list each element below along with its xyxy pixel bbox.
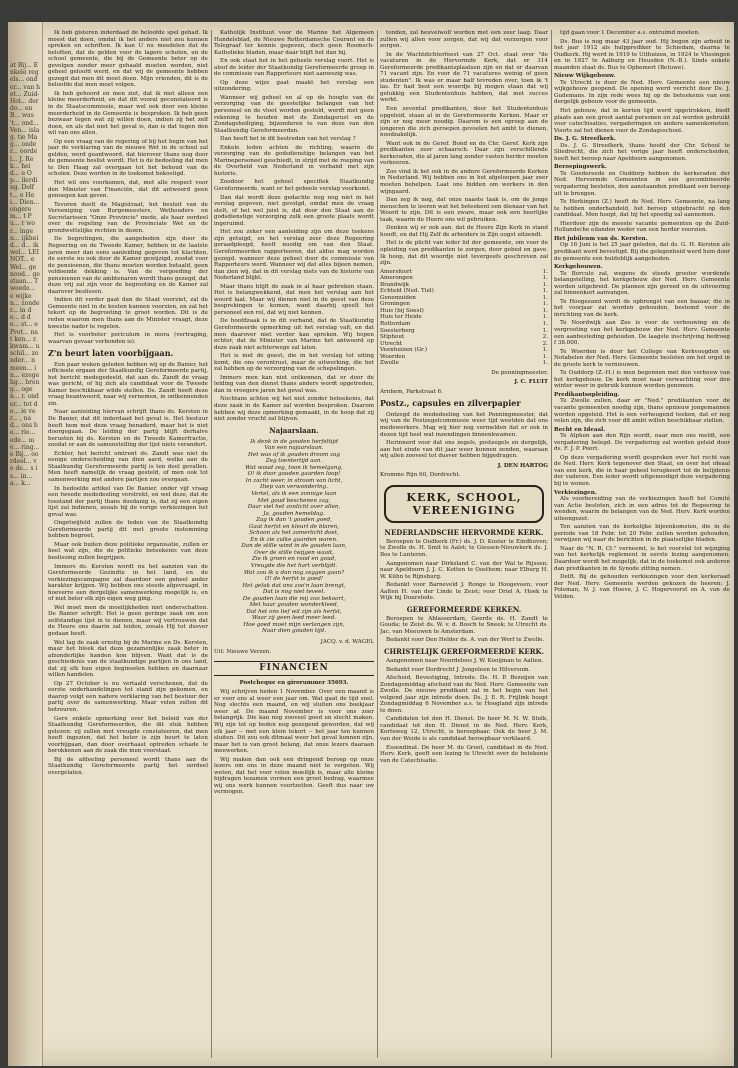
paragraph: Op deze vergadering wordt gesproken over het recht van de Ned. Herv. Kerk tegenover den Staat, en over het ideaal van een kerk, die in haar geheel terugkeert tot de belijdenis der vaderen. Een ieder wordt uitgenoodigd deze vergadering bij te wonen. bbox=[554, 454, 730, 487]
news-item-heading: Beroepingswerk. bbox=[554, 164, 607, 171]
news-item-heading: Het jubileum van ds. Kersten. bbox=[554, 235, 648, 242]
signature-name: J. DEN HARTOG bbox=[497, 462, 548, 469]
poem-line: Wat zou ik u dan nog zeggen gaan? bbox=[243, 569, 345, 576]
paragraph: Wanneer wij geheel en al op de hoogte van de verzorging van de geestelijke belangen van het personeel en de vloot worden gesteld, wordt met geen rekening te houden met de Zondagsrust en de Zondagsheiliging, bijzonderen te van deze van den Staatkundig Gereformeerden. bbox=[214, 94, 374, 134]
paragraph: tonden, zal heuvelwolf worden met een zeer laag. Daar zullen wij allen voor zorgen, dat wij dat verzorgen voor zorgen. bbox=[380, 30, 548, 50]
paragraph: Wij schrijven heden 1 November. Over een maand is er voor ons al weer een jaar om. Wat gaat de tijd snel. Nog slechts een maand, en wij sluiten ons boekjaar weer af. De maand November is voor ons zeer belangrijk. Die kan nog zooveel goed en slecht maken. Wij zijn tot op heden nog gezegend geworden, dat wij elk jaar -- met een klein tekort -- het jaar ten kunnen sluiten. Dit zou ook ditmaal weer het geval kunnen zijn, maar het is van groot belang, dat onze lezers daaraan meewerken. bbox=[214, 689, 374, 755]
paragraph: Bedankt voor Barneveld J. Ronge te Hoogeveen; voor Aalten H. van der Linde te Zeist; voor Driel A. Hoek te Wijk bij Duurstede. bbox=[380, 582, 548, 602]
poem-line: De gouden laan die mij zoo bekoort, bbox=[242, 595, 346, 602]
paragraph: Het is voorbeter periculum in mora (vertraging, waarvan gevaar verbonden is). bbox=[48, 332, 208, 345]
folded-left-margin bbox=[8, 22, 43, 1066]
poem-line: Het was of ik gouden droom zag bbox=[248, 451, 340, 458]
paragraph: Op 16 Juni is het 25 jaar geleden, dat ds. G. H. Kersten als predikant werd bevestigd. Bij die gelegenheid werd hem door de gemeente een huldeblijk aangeboden. bbox=[554, 242, 730, 262]
poem-line: Over de stille twijgen waait, bbox=[254, 549, 334, 556]
column-2 bbox=[214, 30, 374, 1060]
paragraph: Beroepen te Oudkerk (Fr.) ds. J. D. Koster te Eindhoven; te Zwolle ds. H. Smit te Aalst; te Giessen-Nieuwkerk ds. J. Bos te Lunteren. bbox=[380, 538, 548, 558]
section-header-kerk-school-vereeniging: KERK, SCHOOL, VEREENIGING bbox=[384, 485, 544, 523]
paragraph: Immers men kan niet ontkennen, dat er door de leiding van den dienst thans anders wordt opgetreden, dan in vroegere jaren het geval was. bbox=[214, 374, 374, 394]
paragraph: En ook staat het in het geheele verslag voort. Het is alsof de leider der Staatkundig Gereformeerde groep in de commissie van Rapporteurs niet aanwezig was. bbox=[214, 58, 374, 78]
list-item: Stiphout 2. bbox=[380, 334, 548, 341]
column-rule bbox=[551, 30, 552, 1058]
paragraph: Essendinat. De heer M. de Groot, candidaat in de Ned. Herv. Kerk, geeft een lezing te Utrecht over de betekenis van de Catechisatie. bbox=[380, 744, 548, 764]
paragraph: Gere enkele opmerking over het beleid van der Staatkundig Gereformeerden, die dit stuk hebben gelezen: zij zullen met vreugde constateeren, dat men heeft ingezien, dat het beter is zijn beurt te laten voorbijgaan, dan door overhaast optreden schade te berokkenen aan de zaak die men voorstaat. bbox=[48, 715, 208, 755]
paragraph: Ten aanzien van de kerkelijke bijeenkomsten, die in de periode van 18 Febr. tot 20 Febr. zullen worden gehouden, verwijzen wij naar de berichten in de plaatselijke bladen. bbox=[554, 524, 730, 544]
poem-source: Uit: Nieuwe Verzen. bbox=[214, 648, 272, 655]
article-headline: Z'n beurt laten voorbijgaan. bbox=[48, 348, 174, 359]
poem-line: Dan de stille wind in de gouden laan, bbox=[241, 543, 347, 550]
paragraph: Aangenomen naar Noordeloos J. W. Kooijman te Aalten. bbox=[386, 657, 544, 664]
poem-line: O! de herfst is goed! bbox=[264, 576, 324, 583]
paragraph: Naar aanleiding hiervan schrijft thans ds. Kersten in De Banier, dat dit inderdaad het geval is. Het bestuur heeft hem met deze vraag benaderd, maar het is niet doorgegaan. De leiding der partij blijft derhalve berusten bij ds. Kersten en de Tweede Kamerfractie, zoodat er aan de samenstelling der lijst niets verandert. bbox=[48, 409, 208, 449]
poem-line: Diep van verwondering. bbox=[259, 484, 329, 491]
paragraph: Een zevental predikanten, door het Studentenhuis opgeleid, staan al in de Gereformeerde Kerken. Maar er zijn er nog meer noodig. Daarom is een oproep aan de jongeren die zich geroepen gevoelen het ambt te dienen, noodzakelijk. bbox=[380, 106, 548, 139]
poem-line: Zie ik groen en rood en goud, bbox=[251, 556, 337, 563]
paragraph: Zoo vind ik het ook in de andere Gereformeerde Kerken in Nederland. Wij hebben ons in het afgeloopen jaar zeer moeten behelpen. Laat ons bidden om werkers in den wijngaard. bbox=[380, 168, 548, 195]
paragraph: Te Noordwijk aan Zee is voor de verbouwing en de vergrooting van het kerkgebouw der Ned. Herv. Gemeente een aanbesteding gehouden. De laagste inschrijving bedroeg f 38.000. bbox=[554, 320, 730, 347]
poem-line: In zacht weer, in stroom van licht, bbox=[245, 477, 343, 484]
paragraph: Ds. J. G. Streefkerk, thans hoofd der Chr. School te Sliedrecht, die zich het vorige jaar heeft onderscheiden, heeft het beroep naar Apeldoorn aangenomen. bbox=[554, 142, 730, 162]
paragraph: Wel moet men de moeilijkheden niet onderschatten. De Banier schrijft: Het is geen geringe zaak om een zelfstandige lijst in te dienen, maar wij vertrouwen dat de Heere ons daarin zal leiden, zooals Hij tot dusver gedaan heeft. bbox=[48, 604, 208, 637]
signature-role: De penningmeester, bbox=[491, 369, 548, 376]
column-3 bbox=[380, 30, 548, 1060]
list-item: Veenhuizen (Gr.) 1. bbox=[380, 347, 548, 354]
paragraph: Echter, het bericht omtrent ds. Zandt was niet de eenige onderscheiding van dien aard, welke aan de Staatkundig Gereformeerde partij is ten deel gevallen. Men heeft namelijk de vraag gesteld, of men ook tot samenwerking met andere partijen zou overgaan. bbox=[48, 450, 208, 483]
subsection-heading: CHRISTELIJK GEREFORMEERDE KERK. bbox=[383, 646, 545, 656]
paragraph: Te Borculo zal, wegens de steeds grooter wordende belangstelling, het kerkgebouw der Ned. Herv. Gemeente worden uitgebreid. De plannen zijn gereed en de uitvoering zal binnenkort aanvangen. bbox=[554, 270, 730, 297]
poem-line: Het geluk dat ons zoo'n laan brengt, bbox=[242, 582, 346, 589]
list-item: Huis ter Heide 1. bbox=[380, 314, 548, 321]
news-item-heading: Kerkgebouwen. bbox=[554, 264, 603, 271]
paragraph: Dan dat wordt deze gedachte nog nog niet in het verslag gegeven, niet gevolgd, omdat men de vraag stelt, of het wel juist is, dat door den Staat aan de godsdienstige verzorging zulk een groote plaats wordt ingeruimd. bbox=[214, 194, 374, 227]
paragraph: Naar de "N. R. Ct." verneemt, is het voorstel tot wijziging van het kerkelijk reglement in eerste lezing aangenomen. Daardoor wordt het mogelijk, dat in de toekomst ook anderen dan predikanten in de Synode zitting nemen. bbox=[554, 545, 730, 572]
paragraph: Dan zeg ik nog, dat onze naaste taak is, om de jonge menschen te leeren wat het beteekent een dienaar van het Woord te zijn. Dit is een zware, maar ook een heerlijke taak, waarin de Heere ons wil gebruiken. bbox=[380, 197, 548, 223]
list-item: Woerden 1. bbox=[380, 353, 548, 360]
list-item: Rotterdam 1. bbox=[380, 320, 548, 327]
address-line: Arnhem, Parkstraat 6. bbox=[380, 388, 443, 395]
postcheque-line: Postcheque en girorummer 35693. bbox=[239, 679, 349, 686]
poem-line: Van een najaarslaan. bbox=[264, 445, 324, 452]
list-item: Brandwijk 1. bbox=[380, 281, 548, 288]
poem-line: Hoe goed moet mijn verlangen zijn, bbox=[243, 621, 345, 628]
paragraph: Te Herkingen (Z.) heeft de Ned. Herv. Gemeente, na lang te hebben onderhandeld, het beroep uitgebracht op den candidaat. Men hoopt, dat hij het spoedig zal aannemen. bbox=[554, 199, 730, 219]
paragraph: Denken wij er ook aan, dat de Heere Zijn Kerk in stand houdt, en dat Hij Zelf de arbeiders in Zijn oogst uitzendt. bbox=[380, 225, 548, 238]
paragraph: Bij de afdeeling personeel wordt thans aan de Staatkundig Gereformeerde partij het oordeel overgelaten. bbox=[48, 756, 208, 776]
paragraph: Bedankt voor Den Helder ds. A. van der Werf te Zwolle. bbox=[386, 637, 545, 644]
poem-line: Zag ik dan 't gouden goed, bbox=[256, 517, 332, 524]
paragraph: Te Woerden is door het College van Kerkvoogden en Notabelen der Ned. Herv. Gemeente besloten om het orgel in de groote kerk te vernieuwen. bbox=[554, 348, 730, 368]
list-item: Groningen 1. bbox=[380, 301, 548, 308]
poem-line: Wat woud zeg, toon ik hemelgang, bbox=[245, 464, 343, 471]
paragraph: Candidaten tot den H. Dienst. De heer M. N. W. Stolk, candidaat tot den H. Dienst in de Ned. Herv. Kerk, Korteweg 12, Utrecht, is beroepbaar. Ook de heer J. M. van der Weide is als candidaat beroepbaar verklaard. bbox=[380, 716, 548, 742]
list-item: Soesterberg 1. bbox=[380, 327, 548, 334]
paragraph: In bedoelde artikel van De Banier, onder vijf vraag een tweede mededeeling verstrekt, en wel deze, dat de toestand der partij thans dusdanig is, dat zij een eigen lijst zal indienen, zooals bij de vorige verkiezingen het geval was. bbox=[48, 485, 208, 518]
paragraph: Te Ouddorp (Z.-H.) is men begonnen met den verbouw van het kerkgebouw. De kerk moet naar verwachting voor den winter weer in gebruik kunnen worden genomen. bbox=[554, 370, 730, 390]
article-headline-postzegels: Postz., capsules en zilverpapier bbox=[380, 398, 521, 409]
paragraph: Het is de plicht van ieder lid der gemeente, om voor de opleiding van predikanten te zorgen, door gebed en gave. Ik hoop, dat dit woordje niet tevergeefs geschreven zal zijn. bbox=[380, 240, 548, 267]
poem-line: Met haar gouden wonderkleed, bbox=[249, 602, 339, 609]
paragraph: Maar thans blijft de zaak in al haar gebreken staan. Het is belangwekkend, dat men het verslag aan het woord laat. Maar wij dienen niet in de geest van deze besprekingen te komen, want daarbij speelt het personeel een rol, dat wij niet kennen. bbox=[214, 283, 374, 316]
paragraph: Katholijk Instituut voor de Marine het Algemeen Handelsblad, de Nieuwe Rotterdamsche Courant en de Telegraaf ter kennis gegeven, doch geen Roomsch-Katholieke bladen, maar daar blijft het dan bij. bbox=[214, 30, 374, 56]
paragraph: Als voorbereiding van de verkiezingen heeft het Comité van Actie besloten, zich in een adres tot de Regeering te wenden, waarin de belangen van de Ned. Herv. Kerk worden uiteengezet. bbox=[554, 496, 730, 522]
poem-line: Gaat herfst en kleurt de blaren, bbox=[249, 523, 339, 530]
column-1 bbox=[48, 30, 208, 1060]
paragraph: Herinnerd voor dat ons zegels, postzegels en dergelijk, aan het einde van dit jaar weer kunnen zenden, waaraan wij allen zooveel tot dusver hebben bijgedragen. bbox=[380, 440, 548, 460]
poem bbox=[214, 439, 374, 635]
list-item: Huis (bij Soest) 1. bbox=[380, 307, 548, 314]
column-rule bbox=[211, 30, 212, 1058]
poem-line: Vreugde die het hart verblijdt. bbox=[250, 563, 338, 570]
news-item-heading: Nieuw Wijkgebouw. bbox=[554, 73, 616, 80]
paragraph: Zoodoor het geheel specifiek Staatkundig Gereformeerde, want er het geheele verslag voorkomt. bbox=[214, 179, 374, 193]
contribution-list bbox=[380, 269, 548, 367]
poem-line: O! ik door gouden gaarden loop! bbox=[247, 471, 341, 478]
poem-signature: JACQ. v. d. WAGEL bbox=[320, 639, 374, 646]
paragraph: Maar ook buiten deze politieke organisatie, zullen er heel wat zijn, die de politieke beteekenis van deze beslissing zullen begrijpen. bbox=[48, 541, 208, 561]
list-item: Echteld (Ned. Tiel) 1. bbox=[380, 288, 548, 295]
paragraph: Indien dit verder gaat dan de Staat voorziet, zal de Gemeente niet in de kosten kunnen voorzien, en zal het tekort op de begrooting te groot worden. Dit is de reden waarom men thans aan de Minister vraagt, deze kwestie nader te regelen. bbox=[48, 297, 208, 330]
paragraph: Bedankt voor Dordrecht J. Jongeleen te Hilversum. bbox=[386, 666, 531, 673]
poem-line: Dat het ons lief wil zijn als herfst, bbox=[246, 608, 342, 615]
list-item: Genemuiden 1. bbox=[380, 294, 548, 301]
paragraph: Ongetwijfeld zullen de leden van de Staatkundig Gereformeerde partij dit met groote instemming hebben begroet. bbox=[48, 520, 208, 540]
poem-line: Schoon als het zomerlicht doet, bbox=[249, 530, 339, 537]
paragraph: Wel lag de zaak ernstig bij de Marine en Ds. Kersten, maar het bleek dat deze gezamenlijke zaak beter in afzonderlijke handen kon blijven. Want dat is de geschiedenis van de staatkundige partijen in ons land, dat zij elk hun eigen beginselen hebben en daarnaar willen handelen. bbox=[48, 639, 208, 679]
news-item-heading: Verkiezingen. bbox=[554, 489, 597, 496]
poem-line: Met goud beschenen zag, bbox=[257, 497, 331, 504]
column-rule bbox=[377, 30, 378, 1058]
paragraph: Afscheid, Bevestiging, Intrede. Ds. H. P. Bezuijen van Zondagsmiddag afscheid van de Ned. Herv. Gemeente van Zwolle. De nieuwe predikant zal in het begin van het volgend jaar zijn intrede doen. Ds. J. E. R. Frijlink hoopt Zondagmiddag 6 November a.s. te Hoogland zijn intrede te doen. bbox=[380, 675, 548, 714]
list-item: Amersfoort 1. bbox=[380, 268, 548, 275]
paragraph: Te Goedereede en Ouddorp hebben de kerkeraden der Ned. Hervormde Gemeenten in een gecombineerde vergadering besloten, den aanstaanden predikant een beroep uit te brengen. bbox=[554, 170, 730, 197]
news-item-heading: Ds. J. G. Streefkerk. bbox=[554, 136, 616, 143]
signature-name: J. C. FLUIT bbox=[514, 379, 548, 386]
news-item-heading: Predikantsopleiding. bbox=[554, 391, 620, 398]
paragraph: Hierdoor zijn de meeste vacante gemeenten op de Zuid-Hollandsche eilanden weder van een herder voorzien. bbox=[554, 220, 730, 234]
poem-line: Waar zij geen leed meer leed. bbox=[251, 615, 337, 622]
paragraph: Op een vraag van de regering of bij het begin van het jaar de verklaring van de nieuwe Wet in de school zal gelden, werd geantwoord, dat hierover thans nog door de gemeente beslist wordt. Het is de bedoeling dat men te Den Haag zal overgaan tot het behoud van de scholen. Deze worden in de toekomst bekostigd. bbox=[48, 138, 208, 178]
address-line: Kromme Rijn 60, Dordrecht. bbox=[380, 472, 461, 479]
poem-line: Zeg toentertijd aan. bbox=[265, 458, 323, 465]
paragraph: Immers ds. Kersten wordt nu het aanzien van de Gereformeerde Gezindte in het land, en de verkiezingscampagne zal daardoor een geheel ander karakter krijgen. Wij hebben ons steeds afgevraagd, in hoeverre een dergelijke samenwerking mogelijk is, en of niet beter elk zijn eigen weg ging. bbox=[48, 563, 208, 603]
poem-title: Najaarslaan. bbox=[269, 425, 319, 435]
poem-line: Dat is nog niet teveel. bbox=[262, 589, 326, 596]
paragraph: Te Hoogezand wordt de opbrengst van een bazaar, die in het voorjaar zal worden gehouden, bestemd voor de inrichting van de kerk. bbox=[554, 298, 730, 318]
paragraph: Beroepen te Ablasserdam, Geerde ds. H. Zandt te Gouda; te Zeist ds. W. v. d. Bosch te Sneek; te Utrecht ds. Jac. van Meeuwen te Amsterdam. bbox=[380, 615, 548, 635]
column-4 bbox=[554, 30, 730, 1060]
folded-margin-text: at Bij... Enkele regels... onder... van het... Zuid-Hol... derdo... en B... was 't... ond... Ven... islag. tie Mag... onder... oordel... J. Rek... heid... e Op... ilerding. Delft... e Hei... Dien... ongerem... t Pu... r wor... ingen... ijkheid... d... ik wel... LEINOT... e Wel... genood... gestaan... Tweede... e wijken... zonder... in de... d de... st... e Prot... nat ken... r. kwam... uschil... zonder... nmeen... in... ezegelig... breng... ogen... r. onder... tot de... ie ver... , nad... ons be... rie... ede... me... ring... e Bij... oordeel... ve de... s is... in... a... k... bbox=[10, 62, 40, 487]
news-item-heading: Recht en Ideaal. bbox=[554, 426, 606, 433]
poem-line: En ik zie zulke gaarden waren. bbox=[250, 536, 338, 543]
paragraph: Want ook in de Geref. Bond en de Chr. Geref. Kerk zijn predikanten zeer schaarsch. Daar zijn verschillende kerkeraden, die al jaren lang zonder vasten herder moeten verkeeren. bbox=[380, 140, 548, 167]
subsection-heading: GEREFORMEERDE KERKEN. bbox=[406, 604, 522, 614]
paragraph: Te Zwolle zullen, daar er "Ned." predikanten voor de vacante gemeenten noodig zijn, thans opnieuw jongemannen worden opgeleid. Het is een verheugend teeken, dat er nog velen zijn, die zich voor dit ambt willen beschikbaar stellen. bbox=[554, 398, 730, 425]
list-item: Utrecht 2. bbox=[380, 340, 548, 347]
paragraph: Nochtans achten wij het niet zonder beteekenis, dat deze zaak in de Kamer zal worden besproken. Daarom hebben wij deze opmerking gemaakt, in de hoop dat zij niet zonder vrucht zal blijven. bbox=[214, 396, 374, 423]
paragraph: Ik heb gehoord en men ziet, dat ik niet alleen een kleine meerderheid, en dat dit vooral geconstateerd is in de Staatscommissie, maar wel ook door een kleine meerderheid in de Gemeente is besproken. Ik heb geen bezwaar tegen wat zij willen doen, indien zij het zelf doen, en als dat niet het geval is, dan is dat tegen den wil van ons allen. bbox=[48, 90, 208, 137]
section-header-financien: FINANCIËN bbox=[214, 661, 374, 676]
paragraph: Delft. Bij de gehouden verkiezingen voor den kerkeraad der Ned. Herv. Gemeente werden gekozen de heeren: J. Poleman, N. J. van Hoeve, J. C. Hogervoorst en A. van de Velden. bbox=[554, 574, 730, 600]
paragraph: Ik heb gisteren inderdaad de beloofde spel gehad. Ik moest dat doen, omdat ik het anders niet zou kunnen spreken en schriften. Ik kan U nu meedelen dat de beloften, dat de gelden voor de lagere scholen, en de school gemeente, die bij de Gemeente beter op de gevolgen zonder meer gehaald moeten worden, niet geheel geloofd werd, en dat wij de gemeente hebben gezegd dat men dit moet doen. Mijn vrienden, dit is de beloofde dat men moet volgen. bbox=[48, 30, 208, 89]
paragraph: Een paar weken geleden hebben wij op de Banier, het officieele orgaan der Staatkundig Gereformeerde partij, het bericht medegedeeld, dat aan ds. Zandt de vraag was gericht, of hij zich als candidaat voor de Tweede Kamer beschikbaar wilde stellen. Ds. Zandt heeft deze vraag beantwoord, naar wij vernemen, in ontkennenden zin. bbox=[48, 361, 208, 407]
paragraph: Het is niet de geest, die in het verslag tot uiting komt, die ons verontrust, maar de uitwerking, die het zal hebben op de verzorging van de schepelingen. bbox=[214, 353, 374, 373]
paragraph: Aangenomen naar Dirksland C. van der Wal te Rijssen; naar Apeldoorn J. J. C. Kotten te Oosthem; naar Elburg H. W. Kühn te Rijnsburg. bbox=[380, 560, 548, 580]
paragraph: Op 27 October is nu vertaald verschenen, dat de eerste onderhandelingen tot stand zijn gekomen, en daarop volgt een nadere verklaring van het bestuur der partij over de samenwerking. Maar velen zullen dit betreuren. bbox=[48, 680, 208, 713]
paragraph: Dan heeft het in dit bestreden van het verslag ? bbox=[220, 136, 356, 143]
paragraph: Tevoren deelt de Magistraat, het besluit van de Vereeniging van Burgemeesters, Wethouders en Secretarissen "Onze Provincie" mede, als haar oordeel over de regeling van de Provinciale Wet en de grondwettelijke rechten in dezen. bbox=[48, 201, 208, 234]
paragraph: Enkele leden achten de richting, waarin de verzorging van de godsdienstige belangen van het Marinepersoneel geschiedt, in strijd met de roeping van de Overheid van Nederland in verband met zijn historie. bbox=[214, 144, 374, 177]
paragraph: Het gebouw, dat in korten tijd werd opgetrokken, biedt plaats aan een groot aantal personen en zal worden gebruikt voor catechisaties, vergaderingen en andere samenkomsten. Voorts zal het dienen voor de Zondagsschool. bbox=[554, 108, 730, 134]
poem-line: Ik denk in de gouden herfsttijd bbox=[250, 438, 338, 445]
paragraph: In de Wachtdichterfeest van 27 Oct. staat over "de vacaturen in de Hervormde Kerk, dat er 314 Gereformeerde predikantsplaatsen zijn en dat er daarvan 71 vacant zijn. En voor de 71 vacatures weinig of geen studenten". Ik was er maar half tevreden over, toen ik 't las. Er had best een woordje bij mogen staan dat wij gelukkig een Studentenhuis hebben, dat met succes werkt. bbox=[380, 51, 548, 104]
list-item: Amerongen 1. bbox=[380, 275, 548, 282]
paragraph: Op deze wijze gaat maakt het verslag een uitzondering. bbox=[214, 79, 374, 93]
list-item: Zwolle 1. bbox=[380, 360, 548, 367]
paragraph: Wij maken dan ook een dringend beroep op onze lezers om ons in deze maand niet te vergeten. Wij weten, dat het voor velen moeilijk is, maar alle kleine bijdragen tezamen vormen een groot bedrag, waarmee wij ons werk kunnen voortzetten. Geeft dus naar uw vermogen. bbox=[214, 756, 374, 796]
newspaper-page bbox=[8, 22, 734, 1066]
paragraph: De hoofdzaak is in dit verband, dat de Staatkundig Gereformeerde opmerking uit het verslag valt, en dat men daarover niet verder kan spreken. Wij hopen echter, dat de Minister van Marine het antwoord op deze zaak niet achterwege zal laten. bbox=[214, 318, 374, 351]
paragraph: Ontzegd de mededeeling van het Penningmeester, dat wij van de Postzegelcommissie weer tijd weetden dat ons medewerkers. Mag wij hier nog vermelden dat er ook in dezen tijd heel wat inzendingen binnenkwamen. bbox=[380, 411, 548, 438]
paragraph: Het zou zeker een aanleiding zijn om deze teekens zijn getuigd, en het verslag zeer deze Regeering geraadpleegd, heeft noodig om van den Staat. Gereformeerden rapporteeren, dat aldus mag worden gezegd. wanneer deze geheel door de commissie van Rapporteurs werd. Wanneer wij dat alles bijeen nemen, dan zien wij, dat in dit verslag niets van de historie van Nederland blijkt. bbox=[214, 229, 374, 282]
poem-line: Naar dien gouden tijd. bbox=[261, 628, 327, 635]
paragraph: De begrotingen, die aangeboden zijn door de Regeering en de Tweede Kamer, hebben in de laatste jaren meer dan eens aanleiding gegeven tot klachten, de eerste nu ook door de Kamer gewijzigd, zoodat voor de pensioenen, die thans moeten worden betaald, geen voldoende dekking is. Van de vergoeding der pensioenen van de ambtenaren wordt thans gezegd, dat deze vrij zal zijn voor de begrooting en de Kamer zal daarover beslissen. bbox=[48, 236, 208, 295]
subsection-heading: NEDERLANDSCHE HERVORMDE KERK. bbox=[384, 527, 544, 537]
poem-line: Daar viel het zonlicht over allen, bbox=[247, 504, 341, 511]
paragraph: Te Alphen aan den Rijn wordt, naar men ons meldt, een vergadering belegd. De vergadering zal worden geleid door ds. F. J. P. Poort. bbox=[554, 433, 730, 453]
paragraph: Te Utrecht is door de Ned. Herv. Gemeente een nieuw wijkgebouw geopend. De opening werd verricht door Ds. J. Gudemans. In zijn rede wees hij op de beteekenis van een dergelijk gebouw voor de gemeente. bbox=[554, 79, 730, 106]
poem-line: Vertel, als ik een zonnige laan bbox=[251, 491, 337, 497]
paragraph: Het wil ons voorkomen, dat, met alle respect voor den Minister van Financiën, dat dit antwoord geen genoegen kan geven. bbox=[48, 180, 208, 200]
paragraph: Ds. Bus is nog maar 43 jaar oud. Hij begon zijn arbeid in het jaar 1912 als hulpprediker te Schiedam, daarna te Oudkerk. Hij werd in 1919 te Uithuizen, in 1924 te Vlissingen en in 1927 te Aalburg en Heusden (N.-B.). Sinds enkele maanden staat ds. Bus te Ophemert (Betuwe). bbox=[554, 38, 730, 71]
paragraph: tijd gaan voor 1 December a.s. ontruimd moeten. bbox=[560, 30, 700, 36]
poem-line: Ja, gouden hemeldag. bbox=[263, 510, 325, 517]
